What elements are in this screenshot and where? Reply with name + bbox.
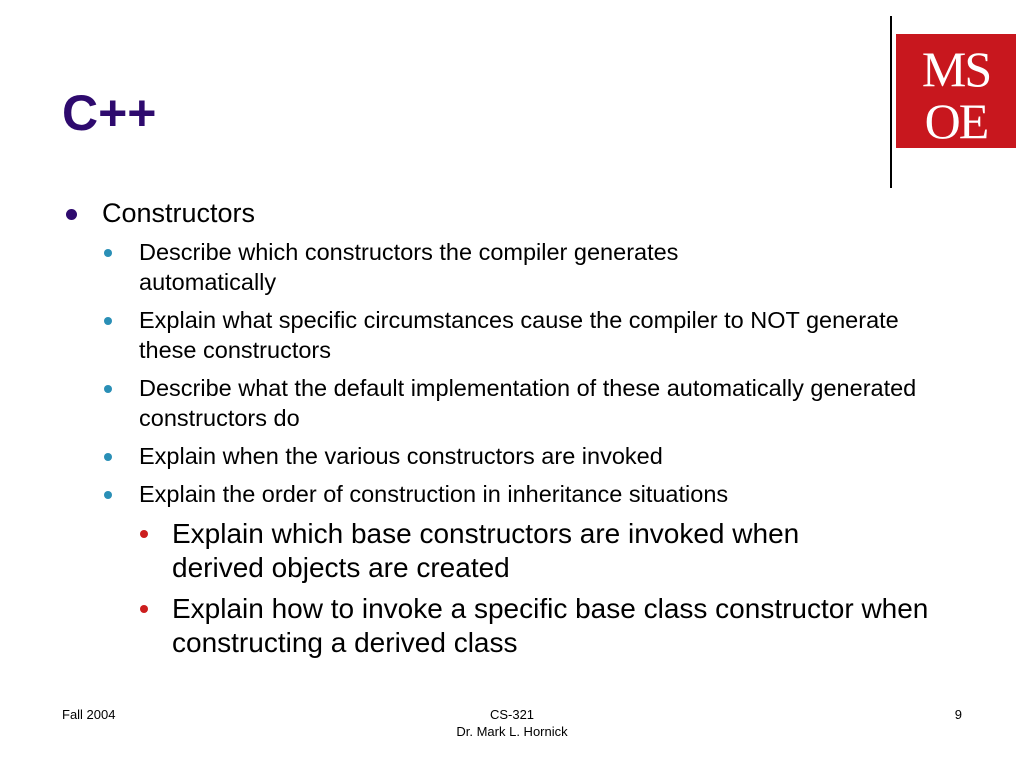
bullet-item-level2	[104, 237, 934, 297]
bullet-dot-icon	[104, 385, 112, 393]
bullet-text: Constructors	[102, 198, 256, 228]
bullet-item-level3	[140, 592, 940, 660]
svg-text:MS: MS	[921, 41, 991, 97]
bullet-text: Explain which base constructors are invoked when derived objects are created	[172, 518, 800, 583]
bullet-text: Explain what specific circumstances cause the compiler to NOT generate these constructors	[139, 307, 899, 363]
footer-instructor: Dr. Mark L. Hornick	[456, 724, 568, 739]
bullet-item-level3	[140, 517, 940, 585]
logo-divider	[890, 16, 892, 188]
bullet-text: Describe which constructors the compiler generates automatically	[139, 239, 679, 295]
bullet-dot-icon	[140, 605, 148, 613]
bullet-dot-icon	[104, 249, 112, 257]
bullet-dot-icon	[66, 209, 77, 220]
msoe-logo-icon	[896, 34, 1016, 148]
bullet-text: Explain the order of construction in inheritance situations	[139, 481, 729, 507]
bullet-item-level2	[104, 305, 934, 365]
svg-text:OE: OE	[924, 93, 988, 148]
bullet-text: Explain when the various constructors are invoked	[139, 443, 663, 469]
bullet-text: Explain how to invoke a specific base class constructor when constructing a derived class	[172, 593, 929, 658]
bullet-dot-icon	[104, 453, 112, 461]
bullet-text: Describe what the default implementation of these automatically generated constructors do	[139, 375, 917, 431]
footer-course-code: CS-321	[489, 707, 535, 722]
bullet-item-level2	[104, 441, 934, 471]
footer-date: Fall 2004	[62, 707, 116, 722]
msoe-logo	[896, 34, 1016, 148]
bullet-dot-icon	[104, 317, 112, 325]
slide-title: C++	[62, 85, 157, 141]
bullet-dot-icon	[104, 491, 112, 499]
bullet-dot-icon	[140, 530, 148, 538]
page-number: 9	[954, 707, 962, 722]
bullet-item-level1	[62, 198, 882, 229]
footer-course	[412, 706, 612, 740]
bullet-item-level2	[104, 373, 934, 433]
bullet-item-level2	[104, 479, 934, 509]
